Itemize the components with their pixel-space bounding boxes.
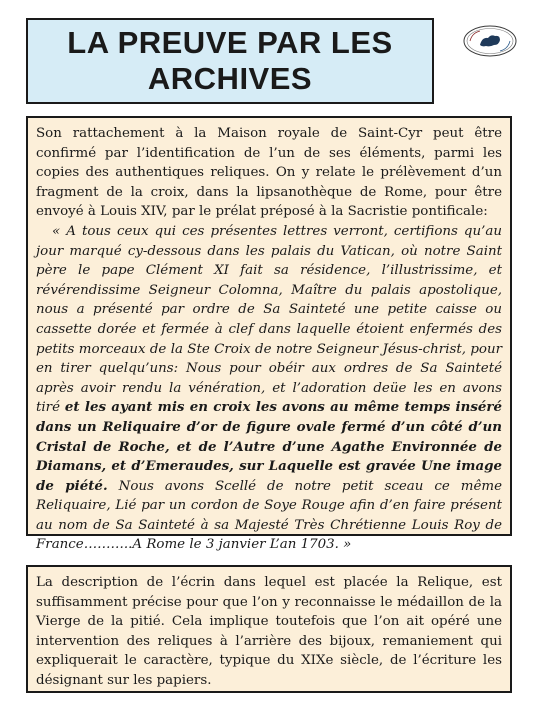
society-logo-icon: [462, 24, 518, 58]
description-paragraph: La description de l’écrin dans lequel est placée la Relique, est suffisamment précise pour que l’on y reconnaisse le médaillon de la Vierge de la pitié. Cela implique toutefois que l’on ait opéré une intervention des reliques à l’arrière des bijoux, remaniement qui expliquerait le caractère, typique du XIXe siècle, de l’écriture les désignant sur les papiers.: [36, 575, 502, 688]
title-box: [26, 18, 434, 104]
description-box: [26, 565, 512, 693]
relic-certificate-quote: [36, 222, 502, 555]
intro-paragraph: Son rattachement à la Maison royale de Saint-Cyr peut être confirmé par l’identification de l’un de ses éléments, parmi les copies des authentiques reliques. On y relate le prélèvement d’un fragment de la croix, dans la lipsanothèque de Rome, pour être envoyé à Louis XIV, par le prélat préposé à la Sacristie pontificale:: [36, 126, 502, 220]
page-title-line-1: LA PREUVE PAR LES: [67, 25, 393, 60]
quote-bold-text: et les ayant mis en croix les avons au même temps inséré dans un Reliquaire d’or de figure ovale fermé d’un côté d’un Cristal de Roche, et de l’Autre d’une Agathe Environnée de Diamans, et d’Emeraudes, sur Laquelle est gravée Une image de piété.: [36, 399, 502, 494]
quote-text-1: « A tous ceux qui ces présentes lettres verront, certifions qu’au jour marqué cy-dessous dans les palais du Vatican, où notre Saint père le pape Clément XI fait sa résidence, l’illustrissime, et révérendissime Seigneur Colomna, Maître du palais apostolique, nous a présenté par ordre de Sa Sainteté une petite caisse ou cassette dorée et fermée à clef dans laquelle étoient enfermés des petits morceaux de la Ste Croix de notre Seigneur Jésus-christ, pour en tirer quelqu’uns: Nous pour obéir aux ordres de Sa Sainteté après avoir rendu la vénération, et l’adoration deüe les en avons tiré: [36, 223, 502, 416]
page-title-line-2: ARCHIVES: [147, 61, 313, 96]
quote-text-2: Nous avons Scellé de notre petit sceau ce même Reliquaire, Lié par un cordon de Soye Rouge afin d’en faire présent au nom de Sa Sainteté à sa Majesté Très Chrétienne Louis Roy de France………..A Rome le 3 janvier L’an 1703. »: [36, 478, 502, 553]
archive-quote-box: [26, 116, 512, 553]
